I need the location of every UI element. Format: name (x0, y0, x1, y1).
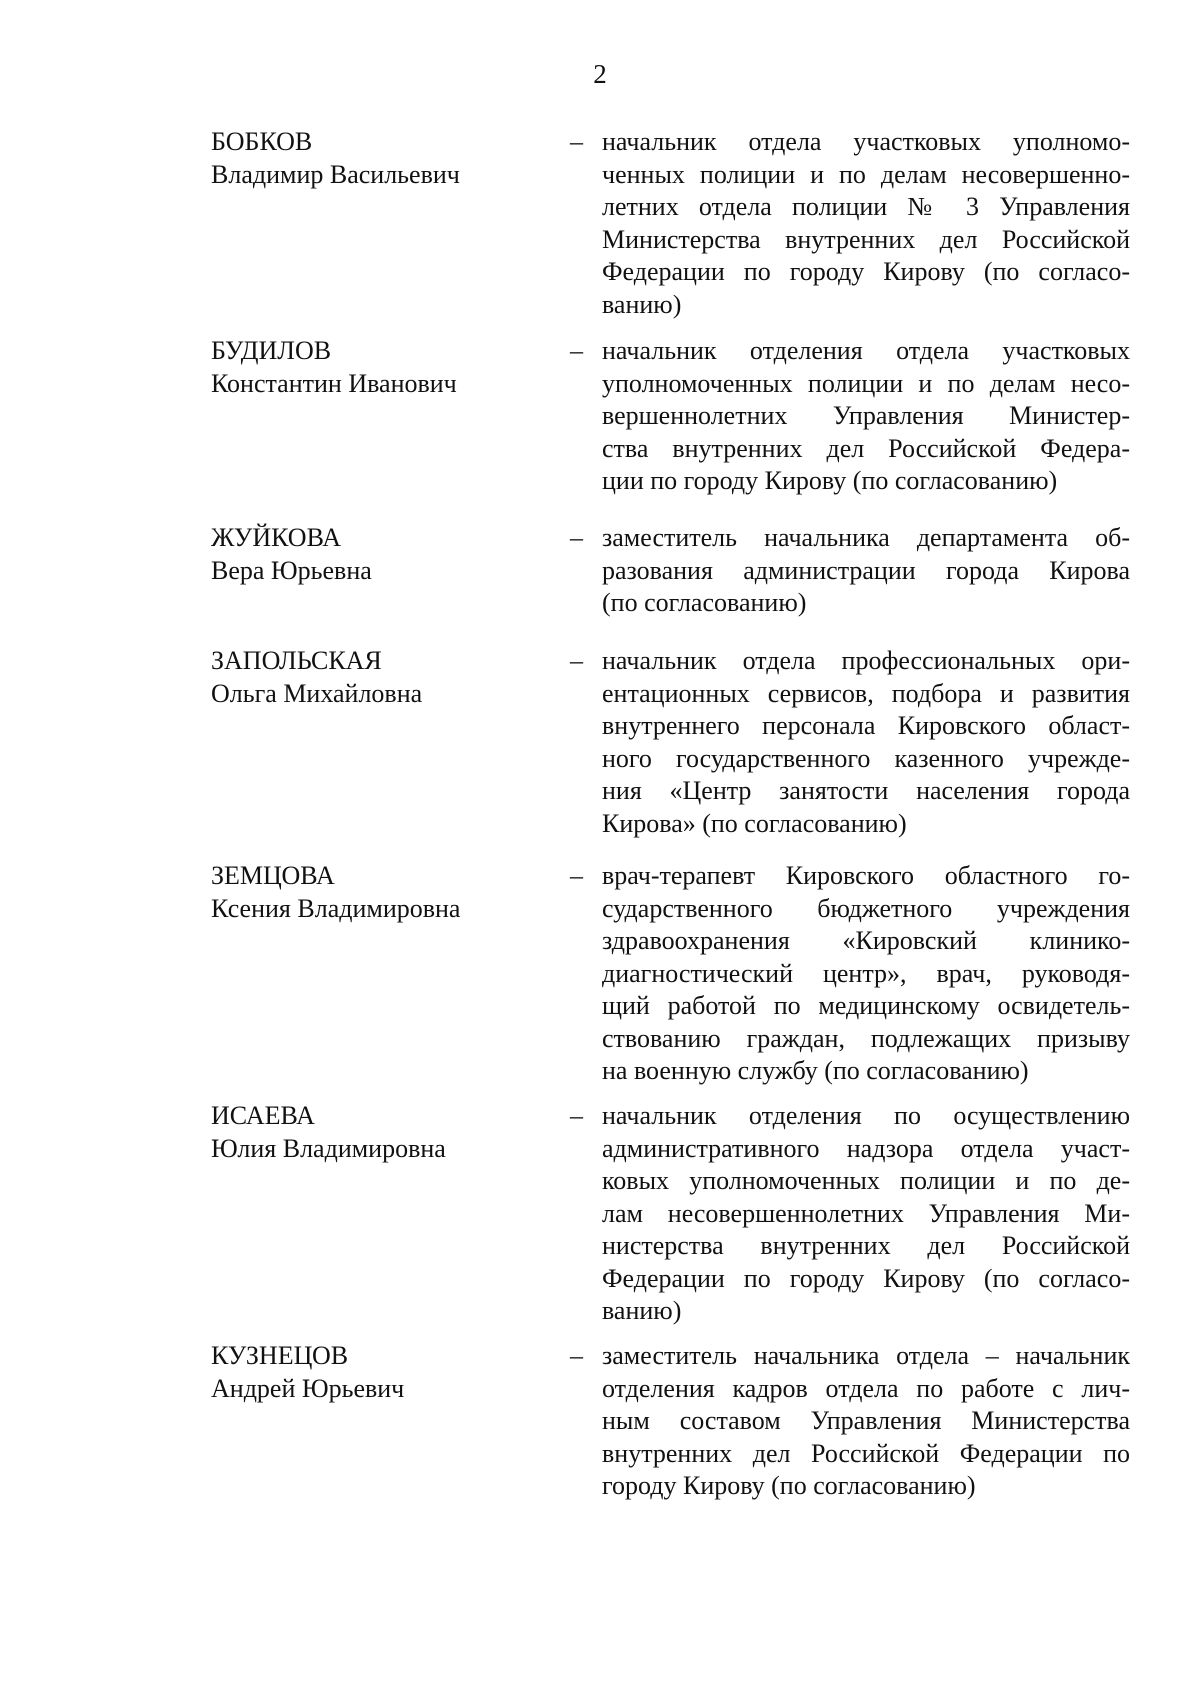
member-role (602, 1340, 1130, 1503)
role-line: заместитель начальника департамента об- (602, 523, 1130, 552)
member-given-name: Ксения Владимировна (211, 893, 461, 923)
member-name (211, 1100, 531, 1165)
role-line: сударственного бюджетного учреждения (602, 893, 1130, 923)
role-line: Федерации по городу Кирову (по согласо- (602, 1263, 1130, 1293)
role-line: на военную службу (по согласованию) (602, 1056, 1029, 1085)
member-name (211, 522, 531, 587)
page-number: 2 (593, 59, 607, 89)
member-surname: ИСАЕВА (211, 1101, 315, 1130)
role-line: административного надзора отдела участ- (602, 1133, 1130, 1163)
member-given-name: Вера Юрьевна (211, 555, 372, 585)
member-surname: ЗАПОЛЬСКАЯ (211, 646, 382, 675)
member-surname: БОБКОВ (211, 127, 313, 156)
member-surname: КУЗНЕЦОВ (211, 1341, 349, 1370)
member-surname: ЖУЙКОВА (211, 523, 342, 552)
role-line: начальник отделения отдела участковых (602, 336, 1130, 365)
role-line: летних отдела полиции № 3 Управления (602, 192, 1130, 221)
member-given-name: Ольга Михайловна (211, 678, 423, 708)
role-line: ния «Центр занятости населения города (602, 776, 1130, 805)
role-line: врач-терапевт Кировского областного го- (602, 861, 1130, 890)
role-line: начальник отделения по осуществлению (602, 1101, 1130, 1130)
role-line: ентационных сервисов, подбора и развития (602, 678, 1130, 708)
role-line: разования администрации города Кирова (602, 555, 1130, 585)
role-line: Министерства внутренних дел Российской (602, 224, 1130, 254)
dash-separator: – (570, 523, 583, 552)
role-line: городу Кирову (по согласованию) (602, 1471, 976, 1500)
role-line: отделения кадров отдела по работе с лич- (602, 1373, 1130, 1403)
role-line: ным составом Управления Министерства (602, 1406, 1130, 1435)
role-line: лам несовершеннолетних Управления Ми- (602, 1198, 1130, 1228)
member-name (211, 645, 531, 710)
role-line: заместитель начальника отдела – начальник (602, 1341, 1130, 1370)
role-line: ванию) (602, 1296, 682, 1325)
role-line: начальник отдела профессиональных ори- (602, 646, 1130, 675)
role-line: здравоохранения «Кировский клинико- (602, 926, 1130, 955)
role-line: уполномоченных полиции и по делам несо- (602, 368, 1130, 398)
member-role (602, 860, 1130, 1088)
role-line: нистерства внутренних дел Российской (602, 1231, 1130, 1260)
member-role (602, 522, 1130, 620)
member-role (602, 126, 1130, 321)
member-surname: БУДИЛОВ (211, 336, 332, 365)
dash-separator: – (570, 1101, 583, 1130)
role-line: ванию) (602, 289, 682, 319)
role-line: диагностический центр», врач, руководя- (602, 958, 1130, 988)
member-role (602, 1100, 1130, 1328)
role-line: внутренних дел Российской Федерации по (602, 1438, 1130, 1468)
member-given-name: Юлия Владимировна (211, 1133, 446, 1163)
member-role (602, 335, 1130, 498)
dash-separator: – (570, 1341, 583, 1370)
role-line: вершеннолетних Управления Министер- (602, 401, 1130, 430)
role-line: щий работой по медицинскому освидетель- (602, 991, 1130, 1020)
role-line: ного государственного казенного учрежде- (602, 743, 1130, 773)
role-line: ствованию граждан, подлежащих призыву (602, 1023, 1130, 1053)
role-line: внутреннего персонала Кировского област- (602, 711, 1130, 740)
role-line: начальник отдела участковых уполномо- (602, 127, 1130, 156)
member-name (211, 860, 531, 925)
member-name (211, 1340, 531, 1405)
role-line: ства внутренних дел Российской Федера- (602, 433, 1130, 463)
member-name (211, 335, 531, 400)
dash-separator: – (570, 861, 583, 890)
role-line: (по согласованию) (602, 588, 807, 617)
member-given-name: Владимир Васильевич (211, 159, 460, 189)
dash-separator: – (570, 646, 583, 675)
role-line: ции по городу Кирову (по согласованию) (602, 466, 1058, 495)
dash-separator: – (570, 127, 583, 156)
role-line: Кирова» (по согласованию) (602, 808, 907, 838)
member-surname: ЗЕМЦОВА (211, 861, 335, 890)
member-role (602, 645, 1130, 840)
member-name (211, 126, 531, 191)
member-given-name: Константин Иванович (211, 368, 457, 398)
role-line: Федерации по городу Кирову (по согласо- (602, 257, 1130, 286)
role-line: ковых уполномоченных полиции и по де- (602, 1166, 1130, 1195)
dash-separator: – (570, 336, 583, 365)
role-line: ченных полиции и по делам несовершенно- (602, 159, 1130, 189)
member-given-name: Андрей Юрьевич (211, 1373, 405, 1403)
